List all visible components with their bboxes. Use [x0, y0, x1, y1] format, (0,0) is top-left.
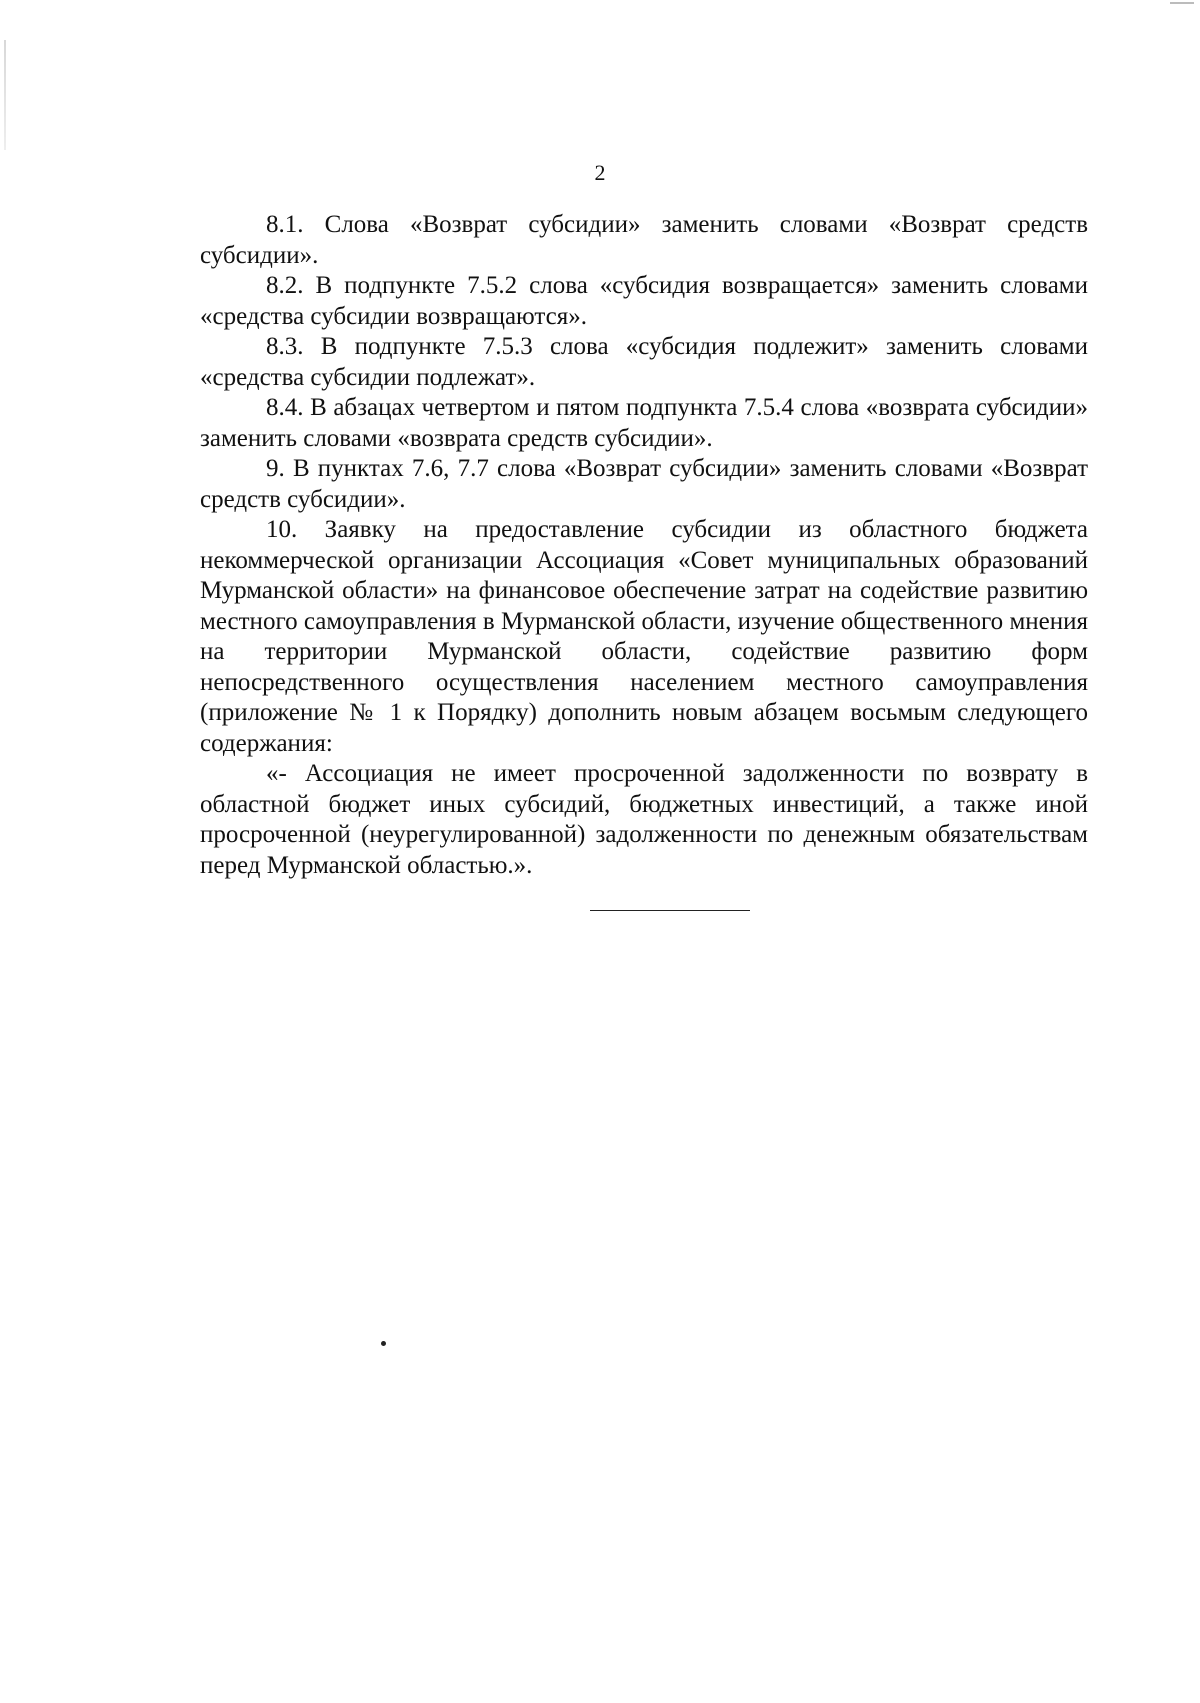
paragraph-8-2: 8.2. В подпункте 7.5.2 слова «субсидия возвращается» заменить словами «средства субсидии возвращаются».: [200, 272, 1088, 330]
scan-edge-mark: [4, 40, 6, 150]
paragraph-8-3: 8.3. В подпункте 7.5.3 слова «субсидия подлежит» заменить словами «средства субсидии подлежат».: [200, 333, 1088, 391]
paragraph-8-1: 8.1. Слова «Возврат субсидии» заменить словами «Возврат средств субсидии».: [200, 211, 1088, 269]
end-of-text-rule: [590, 910, 750, 911]
paragraph-8-4: 8.4. В абзацах четвертом и пятом подпункта 7.5.4 слова «возврата субсидии» заменить словами «возврата средств субсидии».: [200, 394, 1088, 452]
scan-speck: [381, 1341, 386, 1346]
document-body: [200, 210, 1088, 881]
page-number: 2: [594, 160, 606, 185]
paragraph-10-quote: «- Ассоциация не имеет просроченной задолженности по возврату в областной бюджет иных субсидий, бюджетных инвестиций, а также иной просроченной (неурегулированной) задолженности по денежным обязательствам перед Мурманской областью.».: [200, 760, 1088, 879]
paragraph-9: 9. В пунктах 7.6, 7.7 слова «Возврат субсидии» заменить словами «Возврат средств субсидии».: [200, 455, 1088, 513]
scan-corner-mark: [1170, 2, 1194, 4]
paragraph-10: 10. Заявку на предоставление субсидии из областного бюджета некоммерческой организации Ассоциация «Совет муниципальных образований Мурманской области» на финансовое обеспечение затрат на содействие развитию местного самоуправления в Мурманской области, изучение общественного мнения на территории Мурманской области, содействие развитию форм непосредственного осуществления населением местного самоуправления (приложение № 1 к Порядку) дополнить новым абзацем восьмым следующего содержания:: [200, 516, 1088, 757]
